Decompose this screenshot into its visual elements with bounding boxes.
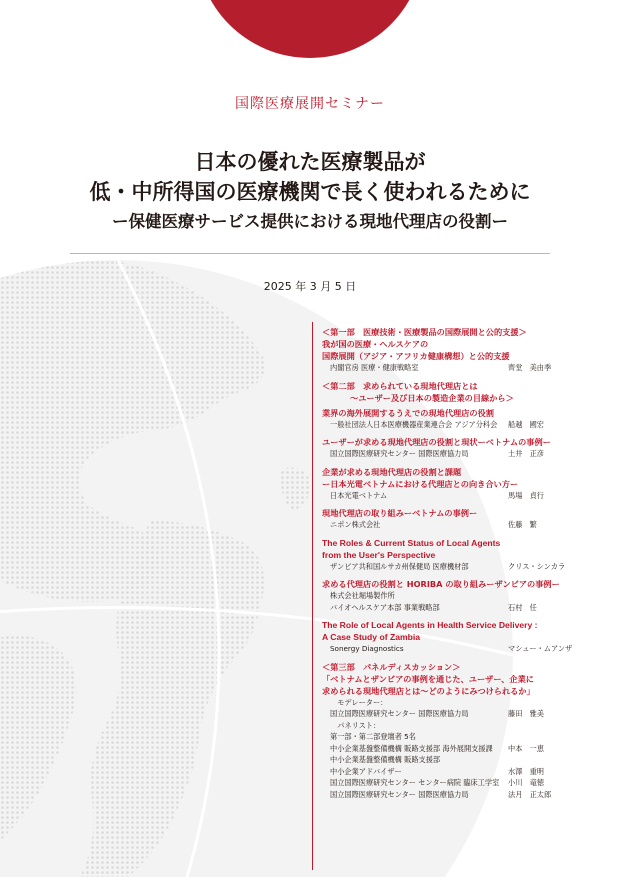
speaker-row xyxy=(322,561,614,573)
speaker-name: 齊堂 美由季 xyxy=(508,363,552,372)
speaker-name: 藤田 雅美 xyxy=(508,709,544,718)
speaker-name: 小川 竜徳 xyxy=(508,778,544,787)
speaker-name: マシュー・ムアンザ xyxy=(508,644,573,653)
panel-theme: 求められる現地代理店とは～どのようにみつけられるか」 xyxy=(322,685,535,696)
speaker-affiliation: 株式会社堀場製作所 xyxy=(330,591,395,600)
speaker-name xyxy=(508,754,614,766)
speaker-name: 中本 一恵 xyxy=(508,743,544,753)
talk-title: 我が国の医療・ヘルスケアの xyxy=(322,339,429,349)
part2-heading-line-2: ～ユーザー及び日本の製造企業の目線から＞ xyxy=(350,392,514,403)
talk-title: 現地代理店の取り組みーベトナムの事例ー xyxy=(322,508,478,518)
speaker-row xyxy=(322,789,614,801)
speaker-name: 石村 任 xyxy=(508,602,537,612)
speaker-name: 土井 正彦 xyxy=(508,449,544,458)
speaker-name: 法月 正太郎 xyxy=(508,789,552,799)
speaker-row xyxy=(322,643,614,655)
title-line-1: 日本の優れた医療製品が xyxy=(194,149,426,174)
talk-title: The Role of Local Agents in Health Service Delivery : xyxy=(322,620,538,630)
speaker-name: 馬場 貞行 xyxy=(508,490,544,500)
panelist-label: パネリスト： xyxy=(330,720,381,730)
program-list xyxy=(322,326,614,800)
speaker-row xyxy=(322,777,614,789)
speaker-affiliation: 国立国際医療研究センター 国際医療協力局 xyxy=(330,449,469,458)
speaker-row xyxy=(322,519,614,531)
talk-title: 求める代理店の役割と HORIBA の取り組みーザンビアの事例ー xyxy=(322,579,560,589)
speaker-row xyxy=(322,448,614,460)
talk-title: ユーザーが求める現地代理店の役割と現状ーベトナムの事例ー xyxy=(322,437,551,447)
speaker-name: 水澤 重明 xyxy=(508,766,544,776)
speaker-name: 佐藤 繁 xyxy=(508,520,537,529)
speaker-affiliation: ニポン株式会社 xyxy=(330,520,381,529)
speaker-row xyxy=(322,490,614,502)
part1-heading: ＜第一部 医療技術・医療製品の国際展開と公的支援＞ xyxy=(322,327,527,337)
speaker-affiliation: 中小企業基盤整備機構 販路支援部 海外展開支援課 xyxy=(330,743,493,753)
speaker-affiliation: 国立国際医療研究センター 国際医療協力局 xyxy=(330,789,469,799)
speaker-affiliation: 一般社団法人日本医療機器産業連合会 アジア分科会 xyxy=(330,419,498,429)
speaker-affiliation: 内閣官房 医療・健康戦略室 xyxy=(330,363,419,372)
talk-title: A Case Study of Zambia xyxy=(322,632,421,642)
program-vertical-rule xyxy=(312,322,313,870)
speaker-affiliation: ザンビア共和国ルサカ州保健局 医療機材部 xyxy=(330,561,469,571)
speaker-affiliation: Sonergy Diagnostics xyxy=(330,644,404,653)
panelist-note: 第一部・第二部登壇者 5名 xyxy=(330,732,416,741)
speaker-affiliation: 国立国際医療研究センター センター病院 臨床工学室 xyxy=(330,778,500,787)
moderator-label: モデレーター： xyxy=(330,697,388,707)
speaker-row xyxy=(322,754,614,766)
speaker-row xyxy=(322,602,614,614)
speaker-row xyxy=(322,743,614,755)
speaker-row xyxy=(322,419,614,431)
speaker-affiliation: 中小企業基盤整備機構 販路支援部 xyxy=(330,755,441,764)
part3-heading: ＜第三部 パネルディスカッション＞ xyxy=(322,661,461,672)
speaker-affiliation: 国立国際医療研究センター 国際医療協力局 xyxy=(330,709,469,718)
talk-title: The Roles & Current Status of Local Agents xyxy=(322,537,501,548)
talk-title: ー日本光電ベトナムにおける代理店との向き合い方ー xyxy=(322,478,519,489)
title-divider xyxy=(70,253,550,254)
speaker-row xyxy=(322,708,614,720)
speaker-row xyxy=(322,766,614,778)
speaker-name: クリス・シンカラ xyxy=(508,561,566,571)
seminar-label: 国際医療展開セミナー xyxy=(235,96,385,112)
part2-heading-line-1: ＜第二部 求められている現地代理店とは xyxy=(322,380,478,391)
part2-heading xyxy=(322,380,614,404)
subtitle: ー保健医療サービス提供における現地代理店の役割ー xyxy=(112,212,508,231)
speaker-name: 船越 國宏 xyxy=(508,419,544,429)
speaker-affiliation: バイオヘルスケア本部 事業戦略部 xyxy=(330,602,440,612)
speaker-affiliation: 日本光電ベトナム xyxy=(330,490,388,500)
speaker-row xyxy=(322,362,614,374)
talk-title: 企業が求める現地代理店の役割と課題 xyxy=(322,466,462,477)
panel-theme: 「ベトナムとザンビアの事例を通じた、ユーザー、企業に xyxy=(322,673,534,684)
talk-title: from the User's Perspective xyxy=(322,549,436,560)
speaker-affiliation: 中小企業アドバイザー xyxy=(330,766,402,776)
talk-title: 国際展開（アジア・アフリカ健康構想）と公的支援 xyxy=(322,351,510,361)
talk-title: 業界の海外展開するうえでの現地代理店の役割 xyxy=(322,407,494,418)
title-line-2: 低・中所得国の医療機関で長く使われるために xyxy=(89,179,531,204)
publication-date: 2025 年 3 月 5 日 xyxy=(263,280,357,293)
